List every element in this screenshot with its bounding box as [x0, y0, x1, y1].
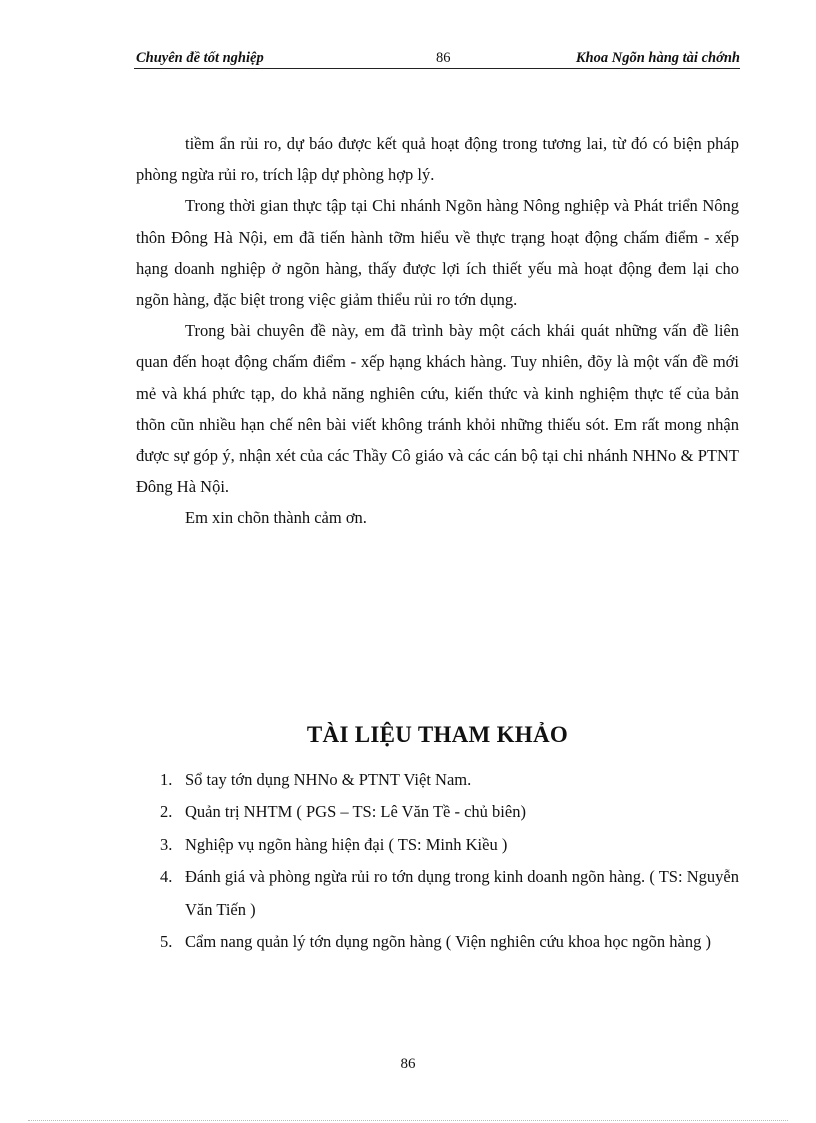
list-item-text: Sổ tay tớn dụng NHNo & PTNT Việt Nam. — [185, 770, 472, 789]
list-item-number: 4. — [160, 867, 173, 887]
body-text — [136, 128, 739, 534]
list-item-text: Quản trị NHTM ( PGS – TS: Lê Văn Tề - chủ biên) — [185, 802, 526, 822]
page-bottom-divider — [28, 1120, 788, 1121]
references-list — [136, 764, 739, 958]
list-item — [136, 796, 739, 828]
list-item-number: 2. — [160, 802, 173, 822]
paragraph: Trong thời gian thực tập tại Chi nhánh Ngõn hàng Nông nghiệp và Phát triển Nông thôn Đông Hà Nội, em đã tiến hành tỡm hiểu về thực trạng hoạt động chấm điểm - xếp hạng doanh nghiệp ở ngõn hàng, thấy được lợi ích thiết yếu mà hoạt động đem lại cho ngõn hàng, đặc biệt trong việc giảm thiểu rủi ro tớn dụng. — [136, 196, 739, 310]
list-item — [136, 861, 739, 926]
header-thesis-title: Chuyên đề tốt nghiệp — [136, 50, 264, 66]
list-item-text: Đánh giá và phòng ngừa rủi ro tớn dụng trong kinh doanh ngõn hàng. ( TS: Nguyễn Văn Tiến ) — [185, 867, 739, 919]
header-faculty: Khoa Ngõn hàng tài chớnh — [575, 50, 740, 66]
list-item — [136, 926, 739, 958]
footer-page-number: 86 — [400, 1056, 416, 1072]
header-page-number: 86 — [436, 50, 451, 66]
list-item-number: 5. — [160, 932, 173, 952]
list-item — [136, 764, 739, 796]
list-item-text: Nghiệp vụ ngõn hàng hiện đại ( TS: Minh Kiều ) — [185, 834, 508, 854]
paragraph: Trong bài chuyên đề này, em đã trình bày một cách khái quát những vấn đề liên quan đến hoạt động chấm điểm - xếp hạng khách hàng. Tuy nhiên, đõy là một vấn đề mới mẻ và khá phức tạp, do khả năng nghiên cứu, kiến thức và kinh nghiệm thực tế của bản thõn cũn nhiều hạn chế nên bài viết không tránh khỏi những thiếu sót. Em rất mong nhận được sự góp ý, nhận xét của các Thầy Cô giáo và các cán bộ tại chi nhánh NHNo & PTNT Đông Hà Nội. — [136, 321, 739, 497]
list-item-number: 3. — [160, 834, 173, 854]
paragraph: tiềm ẩn rủi ro, dự báo được kết quả hoạt động trong tương lai, từ đó có biện pháp phòng ngừa rủi ro, trích lập dự phòng hợp lý. — [136, 134, 739, 185]
paragraph: Em xin chõn thành cảm ơn. — [185, 508, 367, 528]
list-item-number: 1. — [160, 770, 173, 789]
page-header — [134, 48, 740, 69]
list-item-text: Cẩm nang quản lý tớn dụng ngõn hàng ( Viện nghiên cứu khoa học ngõn hàng ) — [185, 932, 711, 952]
references-title: TÀI LIỆU THAM KHẢO — [306, 722, 569, 747]
list-item — [136, 829, 739, 861]
